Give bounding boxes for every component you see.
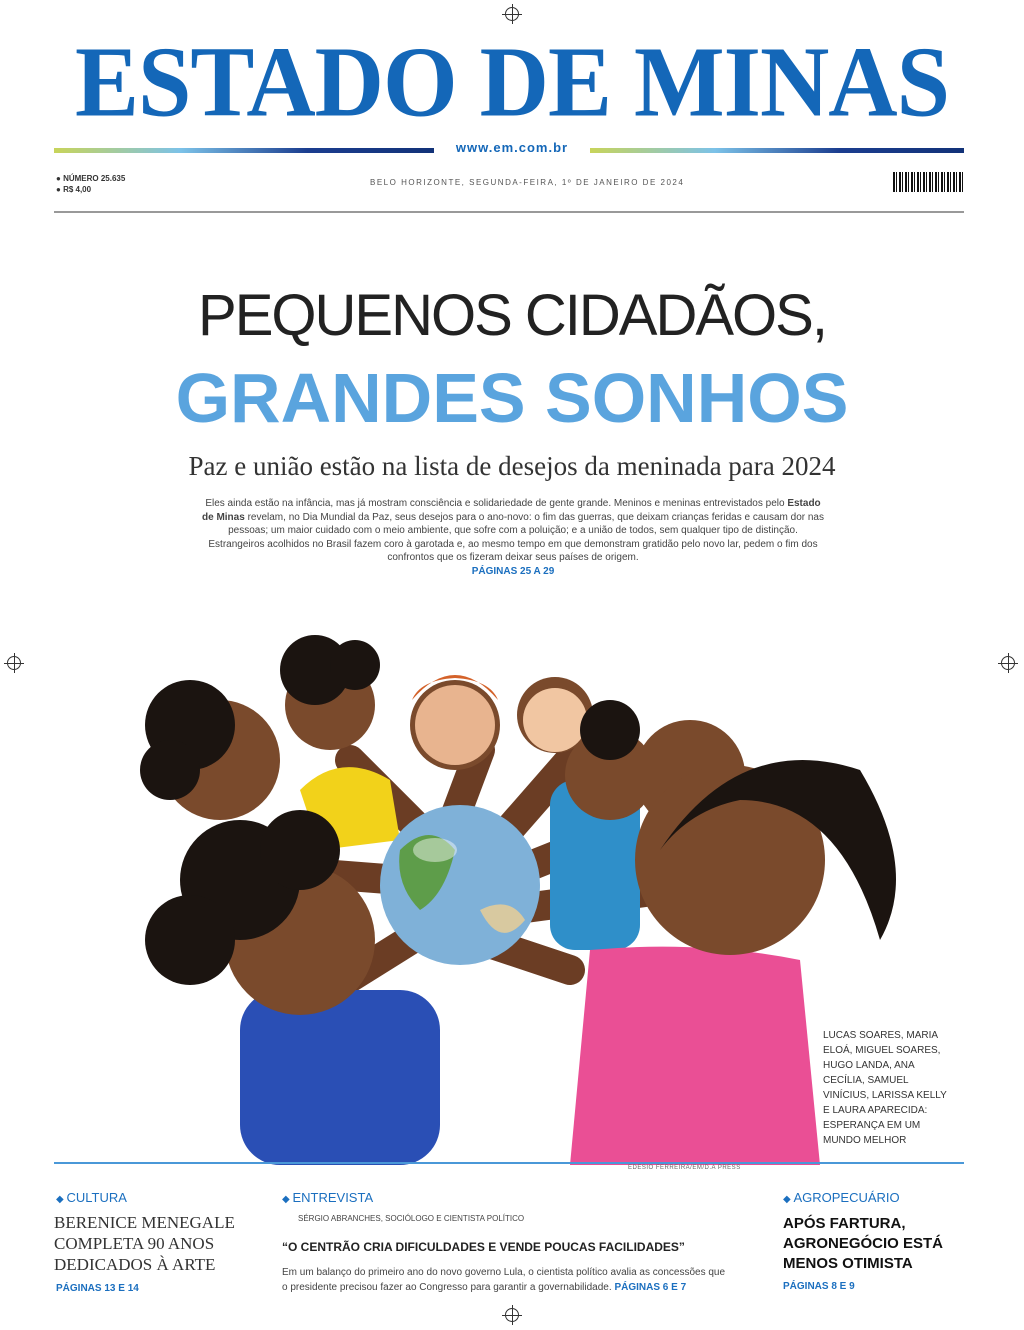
registration-mark-left <box>7 656 21 670</box>
section-label-entrevista[interactable]: ◆ ENTREVISTA <box>282 1190 373 1205</box>
issue-meta <box>56 173 125 195</box>
barcode <box>893 172 963 192</box>
pink-shirt <box>570 947 820 1165</box>
lede-text-2: revelam, no Dia Mundial da Paz, seus desejos para o ano-novo: o fim das guerras, que deixam crianças feridas e causam dor nas pessoas; um maior cuidado com o meio ambiente, que sofre com a poluição; e a união de todos, sem qualquer tipo de distinção. Estrangeiros acolhidos no Brasil fazem coro à garotada e, ao mesmo tempo em que demonstram gratidão pelo novo lar, pedem o fim dos confrontos que os fizeram deixar seus países de origem. <box>208 511 824 563</box>
headline-line2: GRANDES SONHOS <box>175 359 849 437</box>
section-label-cultura[interactable]: ◆ CULTURA <box>56 1190 127 1205</box>
entrevista-quote[interactable]: “O CENTRÃO CRIA DIFICULDADES E VENDE POUCAS FACILIDADES” <box>282 1240 685 1254</box>
blue-shirt <box>240 990 440 1165</box>
issue-price: ● R$ 4,00 <box>56 184 125 195</box>
cultura-pages[interactable]: PÁGINAS 13 E 14 <box>56 1283 139 1294</box>
lede-text-1: Eles ainda estão na infância, mas já mostram consciência e solidariedade de gente grande. Meninos e meninas entrevistados pelo <box>205 498 788 509</box>
entrevista-subtitle: SÉRGIO ABRANCHES, SOCIÓLOGO E CIENTISTA POLÍTICO <box>298 1214 525 1223</box>
subheadline: Paz e união estão na lista de desejos da meninada para 2024 <box>188 451 836 481</box>
dateline: BELO HORIZONTE, SEGUNDA-FEIRA, 1º DE JANEIRO DE 2024 <box>370 178 685 187</box>
header-divider <box>54 211 964 213</box>
registration-mark-bottom <box>505 1308 519 1322</box>
lede-paragraph <box>202 497 824 578</box>
masthead-url[interactable]: www.em.com.br <box>455 140 569 155</box>
entrevista-body <box>282 1265 732 1295</box>
agro-pages[interactable]: PÁGINAS 8 E 9 <box>783 1281 855 1292</box>
masthead-title: ESTADO DE MINAS <box>74 25 950 138</box>
agro-title[interactable]: APÓS FARTURA, AGRONEGÓCIO ESTÁ MENOS OTIMISTA <box>783 1215 944 1272</box>
photo-caption: LUCAS SOARES, MARIA ELOÁ, MIGUEL SOARES, HUGO LANDA, ANA CECÍLIA, SAMUEL VINÍCIUS, LARISSA KELLY E LAURA APARECIDA: ESPERANÇA EM UM MUNDO MELHOR <box>823 1030 947 1146</box>
registration-mark-right <box>1001 656 1015 670</box>
cultura-title[interactable]: BERENICE MENEGALE COMPLETA 90 ANOS DEDICADOS À ARTE <box>54 1213 235 1274</box>
lede-brand: Estado de Minas <box>202 498 821 523</box>
issue-number: ● NÚMERO 25.635 <box>56 173 125 184</box>
footer-divider <box>54 1162 964 1164</box>
entrevista-pages[interactable]: PÁGINAS 6 E 7 <box>614 1282 687 1293</box>
photo-credit: EDESIO FERREIRA/EM/D.A PRESS <box>628 1165 741 1171</box>
section-label-agropecuario[interactable]: ◆ AGROPECUÁRIO <box>783 1190 900 1205</box>
lede-pages-link[interactable]: PÁGINAS 25 A 29 <box>471 565 555 577</box>
entrevista-body-text: Em um balanço do primeiro ano do novo governo Lula, o cientista político avalia as concessões que o presidente precisou fazer ao Congresso para garantir a governabilidade. <box>282 1267 726 1293</box>
children-globe-photo <box>100 610 930 1165</box>
headline-line1: PEQUENOS CIDADÃOS, <box>198 283 826 348</box>
